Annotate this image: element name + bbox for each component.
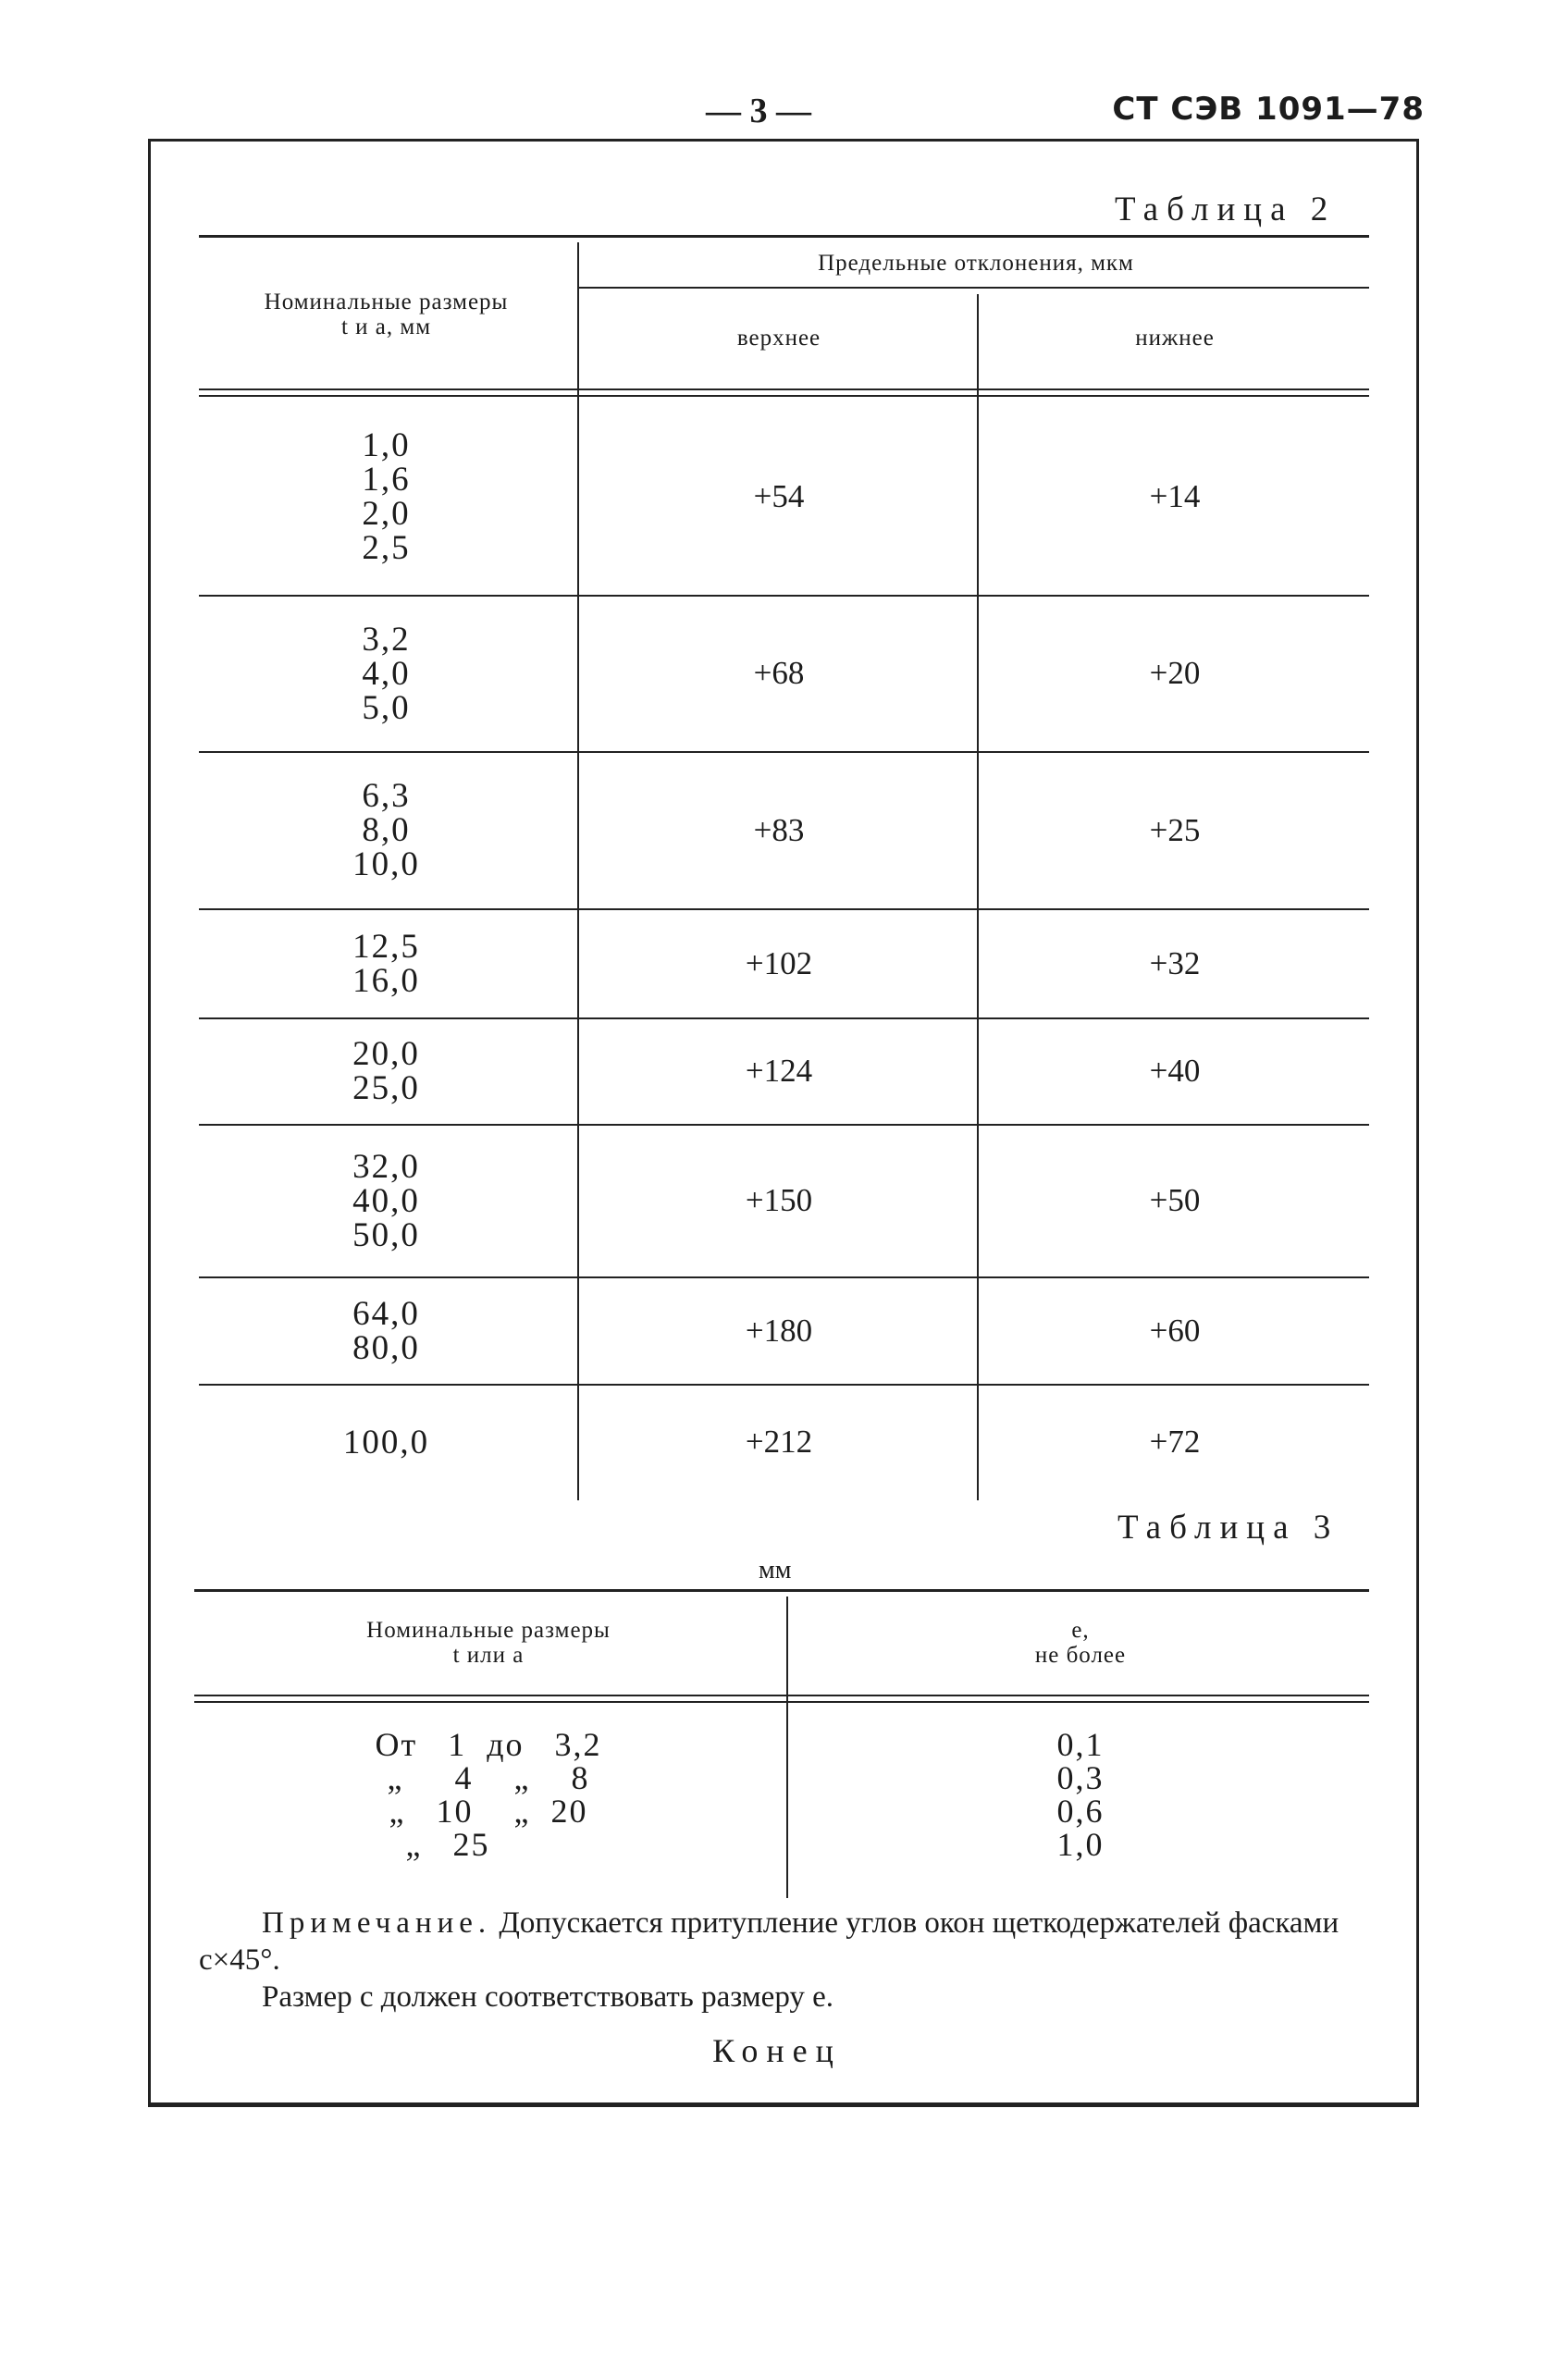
table2-header-rule-2 <box>199 395 1369 397</box>
table2-lower: +20 <box>1149 655 1201 691</box>
table2-lower: +40 <box>1149 1053 1201 1089</box>
table2-sizes: 6,3 8,0 10,0 <box>352 777 420 883</box>
standard-code: СТ СЭВ 1091—78 <box>1112 91 1425 128</box>
table2-top-rule <box>199 235 1369 238</box>
table2-upper: +54 <box>753 478 805 514</box>
table2-header-lower: нижнее <box>1135 326 1215 351</box>
table2-sizes: 100,0 <box>342 1423 430 1461</box>
table2-subheader-rule <box>578 287 1369 289</box>
table2-lower: +50 <box>1149 1182 1201 1218</box>
table3-unit: мм <box>759 1556 792 1584</box>
table2-upper: +180 <box>745 1312 813 1349</box>
table2-sizes: 12,5 16,0 <box>352 927 420 1000</box>
table2-header-nominal: Номинальные размеры t и a, мм <box>264 289 509 339</box>
table3-top-rule <box>194 1589 1369 1592</box>
note-paragraph <box>199 1905 1374 1979</box>
table2-sizes: 1,0 1,6 2,0 2,5 <box>362 426 411 567</box>
note-label: Примечание. <box>262 1906 492 1940</box>
table3-header-e: e, не более <box>1034 1617 1127 1668</box>
table2-lower: +14 <box>1149 478 1201 514</box>
table2-sizes: 20,0 25,0 <box>352 1035 420 1107</box>
table3-header-nominal: Номинальные размеры t или a <box>366 1617 611 1668</box>
table2-upper: +150 <box>745 1182 813 1218</box>
end-marker: Конец <box>712 2032 842 2069</box>
table2-col-rule <box>977 294 979 1500</box>
table3-col-rule <box>786 1597 788 1898</box>
table3-values: 0,1 0,3 0,6 1,0 <box>1056 1726 1105 1863</box>
table2-header-deviations: Предельные отклонения, мкм <box>818 251 1134 277</box>
page-number: — 3 — <box>706 92 811 130</box>
table2-upper: +83 <box>753 811 805 848</box>
table2-header-rule <box>199 388 1369 390</box>
table2-header-upper: верхнее <box>736 326 821 351</box>
table2-lower: +72 <box>1149 1424 1201 1460</box>
table2-col-rule <box>577 242 579 1500</box>
table2-upper: +68 <box>753 655 805 691</box>
table2-lower: +32 <box>1149 944 1201 981</box>
table2-sizes: 32,0 40,0 50,0 <box>352 1147 420 1254</box>
table2-upper: +212 <box>745 1424 813 1460</box>
note-size-text: Размер c должен соответствовать размеру e. <box>262 1980 834 2014</box>
table2-sizes: 64,0 80,0 <box>352 1294 420 1367</box>
table2-sizes: 3,2 4,0 5,0 <box>362 620 411 727</box>
table2-upper: +124 <box>745 1053 813 1089</box>
table2-lower: +60 <box>1149 1312 1201 1349</box>
table3-ranges: От 1 до 3,2 „ 4 „ 8 „ 10 „ 20 „ 25 <box>375 1726 602 1863</box>
table3-header-rule <box>194 1695 1369 1696</box>
table2-caption: Таблица 2 <box>1115 191 1337 228</box>
table2-upper: +102 <box>745 944 813 981</box>
note-text: Допускается притупление углов окон щеткодержателей фасками c×45°. <box>199 1906 1340 1977</box>
table2-lower: +25 <box>1149 811 1201 848</box>
table3-caption: Таблица 3 <box>1117 1509 1340 1547</box>
table3-header-rule-2 <box>194 1701 1369 1703</box>
